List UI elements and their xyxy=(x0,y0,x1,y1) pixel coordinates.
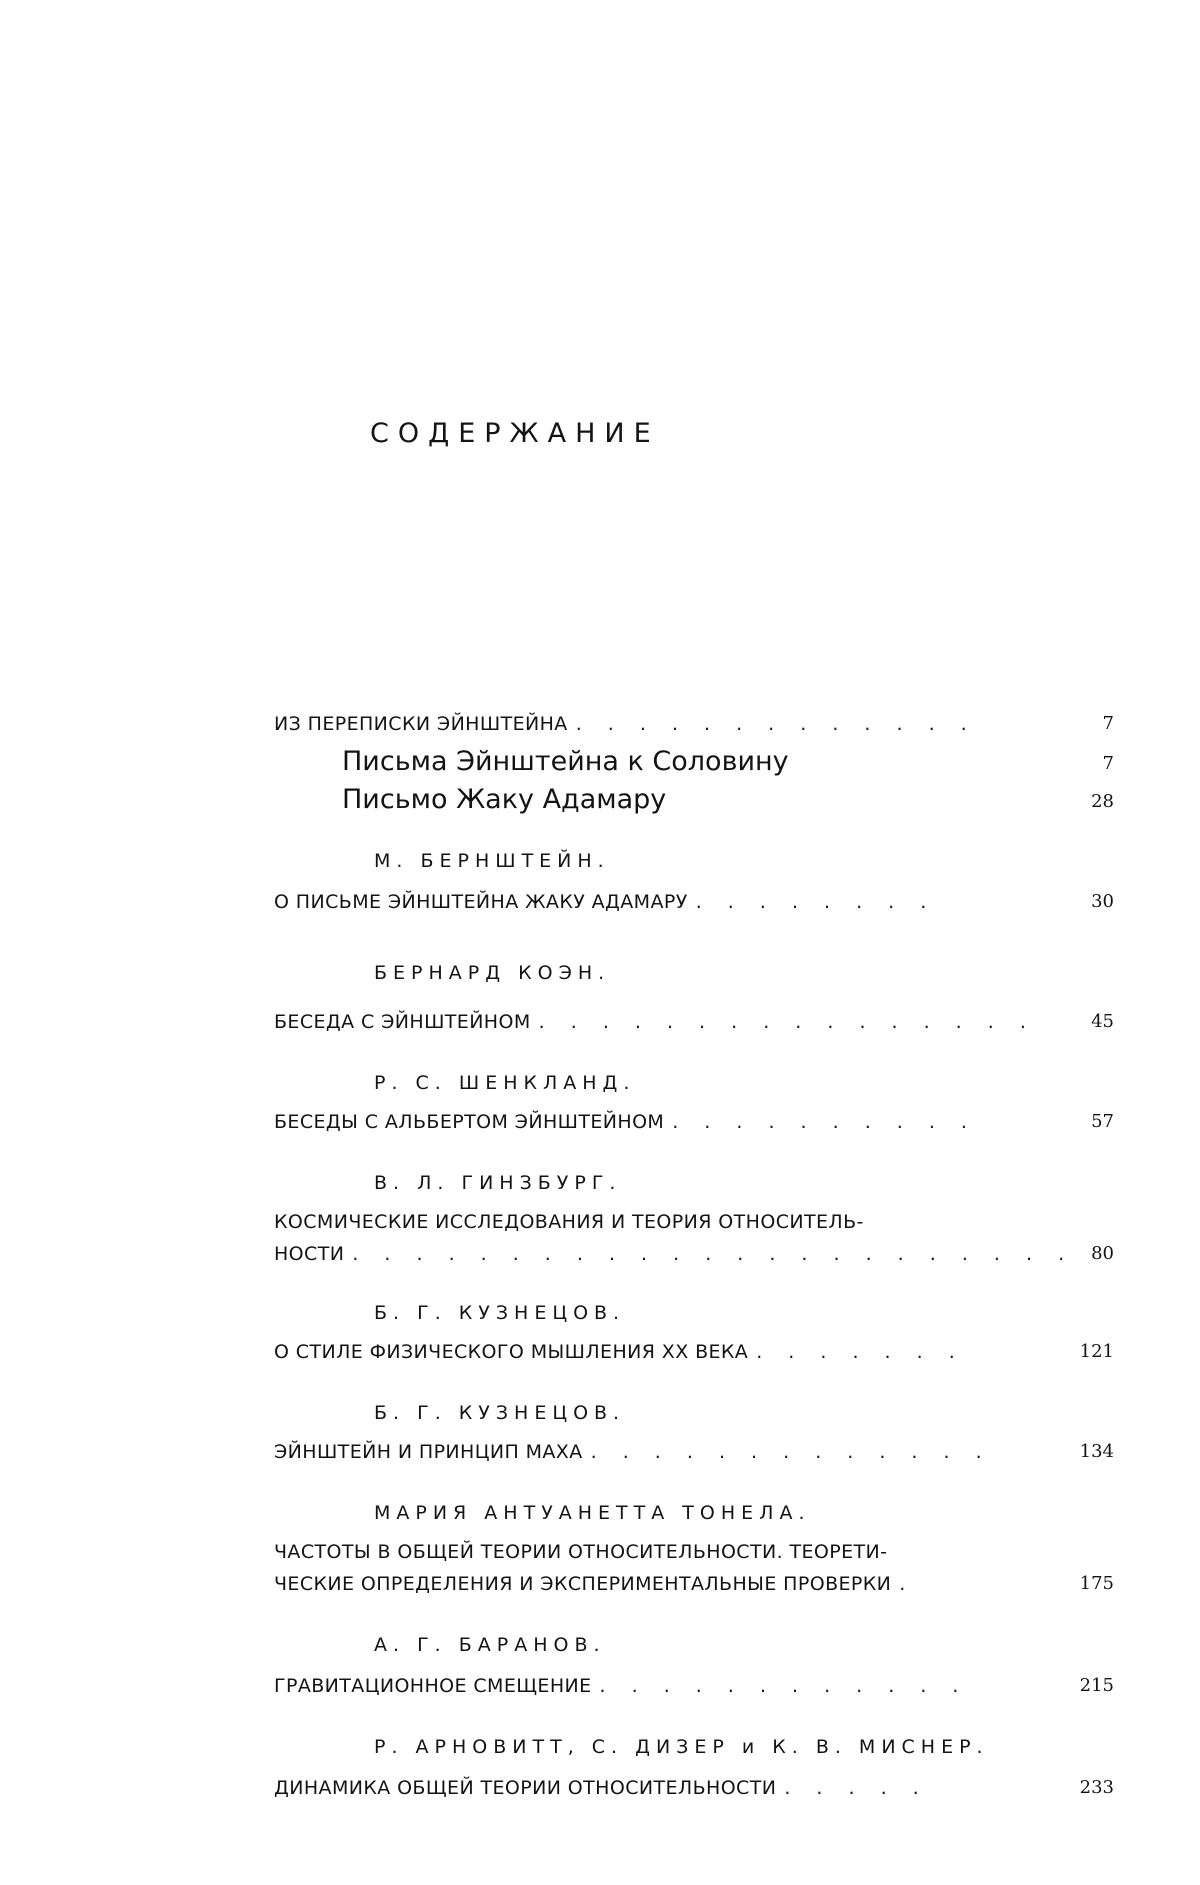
toc-page-number: 134 xyxy=(1079,1441,1114,1462)
toc-entry[interactable] xyxy=(274,1436,1114,1468)
dot-leader: . . . . . xyxy=(784,1777,929,1799)
dot-leader: . xyxy=(899,1573,916,1595)
dot-leader: . . . . . . . . . . xyxy=(672,1111,977,1133)
page-title: СОДЕРЖАНИЕ xyxy=(370,418,660,449)
toc-page-number: 30 xyxy=(1091,891,1114,912)
toc-page-number: 28 xyxy=(1091,791,1114,812)
toc-entry[interactable] xyxy=(274,1536,1114,1568)
toc-entry[interactable] xyxy=(274,1772,1114,1804)
toc-entry-title: ГРАВИТАЦИОННОЕ СМЕЩЕНИЕ xyxy=(274,1675,592,1697)
toc-entry-title: О СТИЛЕ ФИЗИЧЕСКОГО МЫШЛЕНИЯ XX ВЕКА xyxy=(274,1341,749,1363)
toc-entry-title-line2: ЧЕСКИЕ ОПРЕДЕЛЕНИЯ И ЭКСПЕРИМЕНТАЛЬНЫЕ ПРОВЕРКИ xyxy=(274,1573,892,1595)
toc-entry-title: БЕСЕДЫ С АЛЬБЕРТОМ ЭЙНШТЕЙНОМ xyxy=(274,1111,665,1133)
toc-subentry-title: Письмо Жаку Адамару xyxy=(342,784,667,815)
toc-entry[interactable] xyxy=(274,1106,1114,1138)
dot-leader: . . . . . . . xyxy=(756,1341,965,1363)
toc-entry-title: ЭЙНШТЕЙН И ПРИНЦИП МАХА xyxy=(274,1441,583,1463)
toc-page-number: 45 xyxy=(1091,1011,1114,1032)
toc-entry[interactable] xyxy=(274,1336,1114,1368)
toc-page-number: 7 xyxy=(1102,753,1114,774)
toc-author: БЕРНАРД КОЭН. xyxy=(374,962,611,984)
toc-entry-title: ИЗ ПЕРЕПИСКИ ЭЙНШТЕЙНА xyxy=(274,713,568,735)
toc-page-number: 80 xyxy=(1091,1243,1114,1264)
dot-leader: . . . . . . . . . . . . xyxy=(599,1675,969,1697)
toc-entry-continuation[interactable] xyxy=(274,1238,1114,1270)
toc-subentry[interactable] xyxy=(342,782,1114,818)
toc-page-number: 175 xyxy=(1079,1573,1114,1594)
toc-page-number: 233 xyxy=(1079,1777,1114,1798)
toc-entry-title-line2: НОСТИ xyxy=(274,1243,345,1265)
toc-entry[interactable] xyxy=(274,708,1114,740)
dot-leader: . . . . . . . . . . . . . xyxy=(575,713,977,735)
dot-leader: . . . . . . . . . . . . . . . . . . . . . . . xyxy=(352,1243,1075,1265)
toc-entry[interactable] xyxy=(274,1670,1114,1702)
toc-entry-continuation[interactable] xyxy=(274,1568,1114,1600)
toc-subentry-title: Письма Эйнштейна к Соловину xyxy=(342,746,789,777)
toc-author: А. Г. БАРАНОВ. xyxy=(374,1634,606,1656)
dot-leader: . . . . . . . . . . . . . xyxy=(590,1441,992,1463)
toc-page-number: 121 xyxy=(1079,1341,1114,1362)
toc-author: Б. Г. КУЗНЕЦОВ. xyxy=(374,1302,626,1324)
toc-subentry[interactable] xyxy=(342,744,1114,780)
toc-author: Р. С. ШЕНКЛАНД. xyxy=(374,1072,636,1094)
toc-entry-title: О ПИСЬМЕ ЭЙНШТЕЙНА ЖАКУ АДАМАРУ xyxy=(274,891,688,913)
toc-entry-title-line1: ЧАСТОТЫ В ОБЩЕЙ ТЕОРИИ ОТНОСИТЕЛЬНОСТИ. ТЕОРЕТИ- xyxy=(274,1541,888,1563)
toc-page-number: 215 xyxy=(1079,1675,1114,1696)
toc-entry-title: БЕСЕДА С ЭЙНШТЕЙНОМ xyxy=(274,1011,531,1033)
toc-entry-title-line1: КОСМИЧЕСКИЕ ИССЛЕДОВАНИЯ И ТЕОРИЯ ОТНОСИТЕЛЬ- xyxy=(274,1211,864,1233)
toc-author: Р. АРНОВИТТ, С. ДИЗЕР и К. В. МИСНЕР. xyxy=(374,1736,989,1758)
toc-entry[interactable] xyxy=(274,1206,1114,1238)
toc-entry[interactable] xyxy=(274,886,1114,918)
toc-author: В. Л. ГИНЗБУРГ. xyxy=(374,1172,622,1194)
toc-entry-title: ДИНАМИКА ОБЩЕЙ ТЕОРИИ ОТНОСИТЕЛЬНОСТИ xyxy=(274,1777,777,1799)
dot-leader: . . . . . . . . xyxy=(695,891,937,913)
toc-page-number: 7 xyxy=(1102,713,1114,734)
toc-author: МАРИЯ АНТУАНЕТТА ТОНЕЛА. xyxy=(374,1502,811,1524)
toc-page-number: 57 xyxy=(1091,1111,1114,1132)
dot-leader: . . . . . . . . . . . . . . . . xyxy=(538,1011,1036,1033)
toc-entry[interactable] xyxy=(274,1006,1114,1038)
toc-author: Б. Г. КУЗНЕЦОВ. xyxy=(374,1402,626,1424)
toc-author: М. БЕРНШТЕЙН. xyxy=(374,850,610,872)
